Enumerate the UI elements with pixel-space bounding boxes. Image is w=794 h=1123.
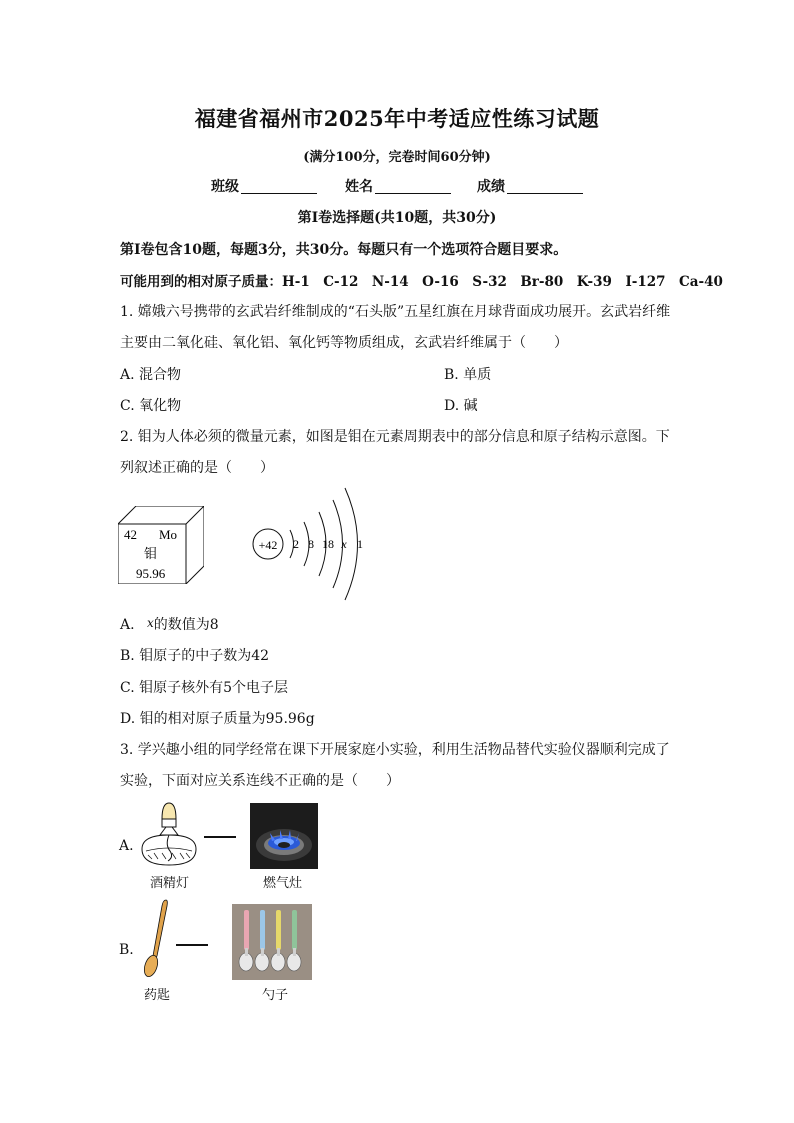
q3-stem-line2: 实验，下面对应关系连线不正确的是（ ） (120, 773, 400, 789)
section-title: 第Ⅰ卷选择题(共10题，共30分) (297, 210, 497, 226)
spoons-photo-icon (232, 904, 312, 980)
q2-stem-line1: 2. 钼为人体必须的微量元素，如图是钼在元素周期表中的部分信息和原子结构示意图。下 (120, 429, 670, 445)
section-instructions: 第Ⅰ卷包含10题，每题3分，共30分。每题只有一个选项符合题目要求。 (120, 242, 568, 258)
spoon-caption: 勺子 (262, 988, 289, 1003)
q1-option-c[interactable]: C. 氧化物 (120, 398, 182, 414)
q2-option-a-prefix: A. (120, 617, 135, 633)
element-symbol: Mo (159, 527, 178, 542)
class-blank[interactable] (241, 179, 317, 194)
exam-subtitle: (满分100分，完卷时间60分钟) (303, 150, 491, 165)
element-atomic-mass: 95.96 (136, 566, 166, 581)
electron-shell-5 (345, 488, 358, 600)
medicine-spoon-caption: 药匙 (144, 988, 171, 1003)
q2-option-c[interactable]: C. 钼原子核外有5个电子层 (120, 680, 289, 696)
shell-count-2: 8 (308, 537, 314, 551)
alcohol-lamp-caption: 酒精灯 (150, 876, 190, 891)
nucleus-charge: +42 (258, 538, 278, 552)
q2-option-a-variable: x (147, 616, 154, 630)
pair-b-connector (176, 944, 208, 946)
q1-stem-line1: 1. 嫦娥六号携带的玄武岩纤维制成的“石头版”五星红旗在月球背面成功展开。玄武岩纤维 (120, 304, 671, 320)
score-blank[interactable] (507, 179, 583, 194)
q3-option-a-label[interactable]: A. (119, 838, 134, 854)
q2-stem-line2: 列叙述正确的是（ ） (120, 460, 274, 476)
score-label: 成绩 (477, 179, 505, 195)
q3-option-b-label[interactable]: B. (119, 942, 134, 958)
exam-title: 福建省福州市2025年中考适应性练习试题 (194, 106, 600, 131)
atomic-masses: 可能用到的相对原子质量：H-1 C-12 N-14 O-16 S-32 Br-80 K-39 I-127 Ca-40 (120, 274, 723, 290)
name-blank[interactable] (375, 179, 451, 194)
atom-structure-diagram (250, 484, 380, 604)
shell-count-5: 1 (357, 537, 363, 551)
q2-option-b[interactable]: B. 钼原子的中子数为42 (120, 648, 270, 664)
element-card-molybdenum (118, 506, 204, 584)
q3-stem-line1: 3. 学兴趣小组的同学经常在课下开展家庭小实验，利用生活物品替代实验仪器顺利完成了 (120, 742, 670, 758)
class-label: 班级 (211, 179, 239, 195)
shell-count-4: x (341, 537, 347, 551)
element-atomic-number: 42 (124, 527, 137, 542)
q2-option-d[interactable]: D. 钼的相对原子质量为95.96g (120, 711, 315, 727)
shell-count-3: 18 (322, 537, 334, 551)
q1-option-d[interactable]: D. 碱 (444, 398, 478, 414)
medicine-spoon-icon (140, 898, 172, 980)
alcohol-lamp-icon (136, 801, 202, 871)
q1-stem-line2: 主要由二氧化硅、氧化铝、氧化钙等物质组成，玄武岩纤维属于（ ） (120, 335, 568, 351)
element-name: 钼 (144, 547, 158, 562)
q2-option-a-text: 的数值为8 (153, 617, 219, 633)
class-field (211, 176, 317, 196)
q1-option-b[interactable]: B. 单质 (444, 367, 492, 383)
shell-count-1: 2 (293, 537, 299, 551)
name-label: 姓名 (345, 179, 373, 195)
pair-a-connector (204, 836, 236, 838)
q1-option-a[interactable]: A. 混合物 (120, 367, 182, 383)
score-field (477, 176, 583, 196)
gas-stove-caption: 燃气灶 (263, 876, 303, 891)
gas-stove-icon (250, 803, 318, 869)
name-field (345, 176, 451, 196)
q2-option-a[interactable] (120, 614, 219, 634)
